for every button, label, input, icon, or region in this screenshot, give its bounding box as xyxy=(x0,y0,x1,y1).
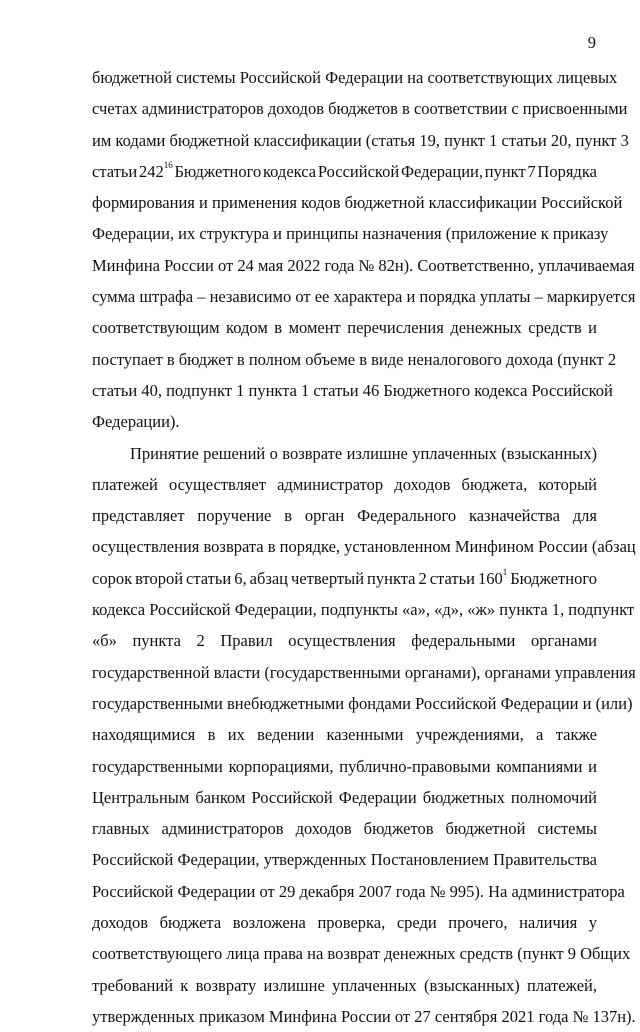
superscript-article-number: 16 xyxy=(163,160,173,171)
word: 7 xyxy=(527,161,536,181)
text-line: им кодами бюджетной классификации (статья 19, пункт 1 статьи 20, пункт 3 xyxy=(92,130,629,150)
word: 6, xyxy=(234,568,247,588)
word: Российской xyxy=(317,161,400,181)
word: Бюджетного xyxy=(174,161,262,181)
text-line: доходов бюджета возложена проверка, среди прочего, наличия у xyxy=(92,913,597,933)
text-line: государственными внебюджетными фондами Российской Федерации и (или) xyxy=(92,693,633,713)
text-line: Федерации). xyxy=(92,412,180,432)
word: пункт xyxy=(484,161,526,181)
word: пункта xyxy=(367,568,416,588)
text-line: государственной власти (государственными органами), органами управления xyxy=(92,662,636,682)
text-line: статьи 40, подпункт 1 пункта 1 статьи 46 Бюджетного кодекса Российской xyxy=(92,380,613,400)
text-line: находящимися в их ведении казенными учреждениями, а также xyxy=(92,725,597,745)
document-body xyxy=(92,62,636,1032)
paragraph-1 xyxy=(92,62,636,438)
text-line: кодекса Российской Федерации, подпункты «а», «д», «ж» пункта 1, подпункт xyxy=(92,600,635,620)
text-line xyxy=(92,156,597,187)
page-number: 9 xyxy=(587,33,596,52)
text-line: бюджетной системы Российской Федерации на соответствующих лицевых xyxy=(92,68,618,87)
text-line: государственными корпорациями, публично-правовыми компаниями и xyxy=(92,756,597,776)
word: второй xyxy=(135,568,184,588)
text-line: осуществления возврата в порядке, установленном Минфином России (абзац xyxy=(92,537,636,557)
word: сорок xyxy=(92,568,133,588)
word: статьи xyxy=(92,161,138,181)
text-line: сумма штрафа – независимо от ее характера и порядка уплаты – маркируется xyxy=(92,287,636,307)
text-line: Российской Федерации от 29 декабря 2007 года № 995). На администратора xyxy=(92,881,625,901)
text-line: соответствующим кодом в момент перечисления денежных средств и xyxy=(92,318,597,338)
text-line: поступает в бюджет в полном объеме в виде неналогового дохода (пункт 2 xyxy=(92,349,617,369)
text-line: требований к возврату излишне уплаченных (взысканных) платежей, xyxy=(92,975,597,995)
text-line: Центральным банком Российской Федерации бюджетных полномочий xyxy=(92,787,597,807)
text-line: соответствующего лица права на возврат денежных средств (пункт 9 Общих xyxy=(92,944,631,964)
text-line: Минфина России от 24 мая 2022 года № 82н). Соответственно, уплачиваемая xyxy=(92,255,635,275)
word: Порядка xyxy=(537,161,597,181)
text-line: Федерации, их структура и принципы назначения (приложение к приказу xyxy=(92,224,609,244)
text-line: «б» пункта 2 Правил осуществления федеральными органами xyxy=(92,631,597,651)
text-line: платежей осуществляет администратор доходов бюджета, который xyxy=(92,474,597,494)
word: абзац xyxy=(249,568,289,588)
text-line: формирования и применения кодов бюджетной классификации Российской xyxy=(92,193,623,213)
text-line: главных администраторов доходов бюджетов бюджетной системы xyxy=(92,819,597,839)
superscript-article-number: 1 xyxy=(502,567,508,578)
word: статьи xyxy=(429,568,475,588)
text-line: Российской Федерации, утвержденных Постановлением Правительства xyxy=(92,850,597,870)
word: кодекса xyxy=(262,161,317,181)
word: $160^1$ xyxy=(477,567,508,588)
word: статьи xyxy=(186,568,232,588)
word: Бюджетного xyxy=(510,568,597,588)
text-line xyxy=(92,563,597,594)
word: Федерации, xyxy=(400,161,483,181)
text-line: Принятие решений о возврате излишне уплаченных (взысканных) xyxy=(130,443,597,463)
word: 2 xyxy=(418,568,427,588)
text-line: представляет поручение в орган Федерального казначейства для xyxy=(92,506,597,526)
text-line: утвержденных приказом Минфина России от 27 сентября 2021 года № 137н). xyxy=(92,1006,636,1026)
word: четвертый xyxy=(291,568,365,588)
paragraph-2 xyxy=(92,438,636,1032)
word: $242^{16}$ xyxy=(138,160,173,181)
text-line: счетах администраторов доходов бюджетов в соответствии с присвоенными xyxy=(92,99,628,119)
